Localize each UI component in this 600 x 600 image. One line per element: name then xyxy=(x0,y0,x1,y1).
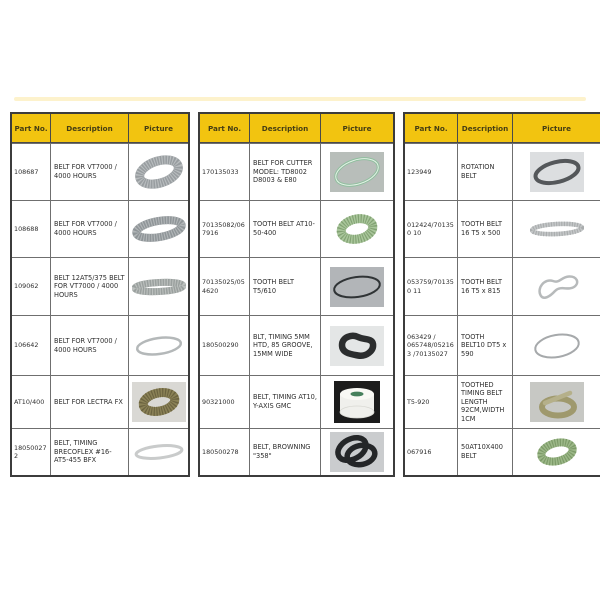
column-header-description: Description xyxy=(50,114,128,142)
column-header-part-no: Part No. xyxy=(12,114,50,142)
part-no-cell xyxy=(200,201,249,257)
part-no-cell xyxy=(405,144,457,200)
description-cell xyxy=(50,429,128,475)
belt-photo xyxy=(530,432,584,472)
table-row xyxy=(405,143,600,200)
table-header-row xyxy=(12,114,188,143)
table-row xyxy=(12,375,188,428)
table-header-row xyxy=(405,114,600,143)
description-cell xyxy=(50,201,128,257)
part-no-text: 90321000 xyxy=(202,397,235,406)
belt-photo xyxy=(132,209,186,249)
part-no-text: 170135033 xyxy=(202,167,239,176)
table-row xyxy=(200,200,393,257)
description-text: ROTATION BELT xyxy=(461,163,495,180)
picture-cell xyxy=(128,144,188,200)
picture-cell xyxy=(320,144,393,200)
column-header-description: Description xyxy=(457,114,512,142)
dark-rotation-belt-icon xyxy=(530,152,584,192)
table-row xyxy=(200,428,393,475)
part-no-cell xyxy=(405,429,457,475)
part-no-cell xyxy=(405,258,457,315)
table-row xyxy=(405,200,600,257)
picture-cell xyxy=(320,201,393,257)
picture-cell xyxy=(512,376,600,428)
description-cell xyxy=(249,258,320,315)
part-no-cell xyxy=(200,376,249,428)
description-cell xyxy=(457,316,512,375)
belt-photo xyxy=(132,326,186,366)
description-cell xyxy=(457,429,512,475)
description-text: BELT, TIMING AT10, Y-AXIS GMC xyxy=(253,393,317,410)
picture-cell xyxy=(320,258,393,315)
description-cell xyxy=(249,429,320,475)
table-row xyxy=(200,315,393,375)
belt-photo xyxy=(530,152,584,192)
black-twisted-belts-icon xyxy=(330,432,384,472)
picture-cell xyxy=(512,258,600,315)
picture-cell xyxy=(512,144,600,200)
belt-photo xyxy=(330,267,384,307)
part-no-text: 109062 xyxy=(14,282,39,291)
gray-curvy-belt-loop-icon xyxy=(530,267,584,307)
description-text: BELT FOR CUTTER MODEL: TD8002 D8003 & E80 xyxy=(253,159,313,185)
description-text: TOOTH BELT 16 T5 x 815 xyxy=(461,277,502,295)
description-text: BELT 12AT5/375 BELT FOR VT7000 / 4000 HOURS xyxy=(54,273,125,299)
belt-photo xyxy=(330,152,384,192)
belt-photo xyxy=(132,152,186,192)
picture-cell xyxy=(128,376,188,428)
column-header-picture: Picture xyxy=(512,114,600,142)
part-no-cell xyxy=(12,429,50,475)
table-row xyxy=(200,143,393,200)
part-no-cell xyxy=(200,258,249,315)
table-row xyxy=(12,315,188,375)
part-no-text: 180500278 xyxy=(202,447,239,456)
parts-table-2 xyxy=(198,112,395,477)
description-text: TOOTH BELT10 DT5 x 590 xyxy=(461,332,507,358)
part-no-text: 70135025/05 4620 xyxy=(202,278,245,295)
black-timing-belt-bean-icon xyxy=(330,326,384,366)
faint-top-band xyxy=(14,97,586,101)
picture-cell xyxy=(512,429,600,475)
parts-table-1 xyxy=(10,112,190,477)
description-text: 50AT10X400 BELT xyxy=(461,443,503,460)
parts-table-3 xyxy=(403,112,600,477)
part-no-text: 180500272 xyxy=(14,443,47,460)
description-cell xyxy=(457,144,512,200)
picture-cell xyxy=(128,429,188,475)
table-row xyxy=(405,428,600,475)
belt-photo xyxy=(330,326,384,366)
gray-ribbed-belt-angled-icon xyxy=(132,152,186,192)
part-no-cell xyxy=(12,258,50,315)
description-cell xyxy=(457,376,512,428)
description-text: BELT FOR VT7000 / 4000 HOURS xyxy=(54,220,117,237)
thin-gray-oval-belt-icon xyxy=(530,326,584,366)
part-no-cell xyxy=(405,316,457,375)
table-row xyxy=(405,375,600,428)
gray-ribbed-belt-low-angle-icon xyxy=(132,209,186,249)
part-no-cell xyxy=(12,144,50,200)
part-no-cell xyxy=(200,144,249,200)
column-header-part-no: Part No. xyxy=(200,114,249,142)
part-no-text: 123949 xyxy=(407,167,432,176)
part-no-text: AT10/400 xyxy=(14,397,45,406)
description-text: BELT, TIMING BRECOFLEX #16-AT5-455 BFX xyxy=(54,439,112,465)
table-row xyxy=(12,428,188,475)
part-no-cell xyxy=(200,316,249,375)
belt-photo xyxy=(530,326,584,366)
part-no-text: 70135082/06 7916 xyxy=(202,220,245,237)
table-row xyxy=(200,257,393,315)
description-cell xyxy=(457,201,512,257)
picture-cell xyxy=(320,376,393,428)
table-row xyxy=(12,257,188,315)
thin-gray-ring-belt-icon xyxy=(132,326,186,366)
picture-cell xyxy=(512,201,600,257)
olive-toothed-belt-icon xyxy=(132,382,186,422)
part-no-text: 108688 xyxy=(14,224,39,233)
part-no-cell xyxy=(12,376,50,428)
column-header-picture: Picture xyxy=(128,114,188,142)
description-text: BELT FOR VT7000 / 4000 HOURS xyxy=(54,336,117,354)
table-row xyxy=(405,315,600,375)
description-text: TOOTHED TIMING BELT LENGTH 92CM,WIDTH 1CM xyxy=(461,380,505,423)
part-no-text: 063429 / 065748/052163 /70135027 xyxy=(407,332,454,358)
description-text: TOOTH BELT T5/610 xyxy=(253,277,294,295)
description-cell xyxy=(249,316,320,375)
description-cell xyxy=(249,144,320,200)
description-cell xyxy=(249,376,320,428)
description-cell xyxy=(50,144,128,200)
belt-photo xyxy=(530,267,584,307)
table-row xyxy=(12,143,188,200)
table-header-row xyxy=(200,114,393,143)
picture-cell xyxy=(320,316,393,375)
part-no-text: T5-920 xyxy=(407,397,430,406)
description-text: BELT FOR VT7000 / 4000 HOURS xyxy=(54,163,117,180)
description-text: TOOTH BELT AT10-50-400 xyxy=(253,220,315,237)
green-toothed-ring-belt-icon xyxy=(530,432,584,472)
belt-photo xyxy=(530,209,584,249)
description-cell xyxy=(50,376,128,428)
part-no-cell xyxy=(405,376,457,428)
part-no-cell xyxy=(200,429,249,475)
part-no-cell xyxy=(12,316,50,375)
parts-tables-container xyxy=(10,112,600,477)
column-header-description: Description xyxy=(249,114,320,142)
part-no-text: 067916 xyxy=(407,447,432,456)
gray-ribbed-belt-side-icon xyxy=(132,267,186,307)
part-no-text: 180500290 xyxy=(202,341,239,350)
white-belt-roll-icon xyxy=(334,381,380,423)
column-header-picture: Picture xyxy=(320,114,393,142)
description-cell xyxy=(50,316,128,375)
part-no-cell xyxy=(405,201,457,257)
belt-photo xyxy=(330,432,384,472)
table-row xyxy=(405,257,600,315)
belt-photo xyxy=(334,381,380,423)
khaki-folded-timing-belt-icon xyxy=(530,382,584,422)
belt-photo xyxy=(132,267,186,307)
picture-cell xyxy=(128,258,188,315)
part-no-cell xyxy=(12,201,50,257)
picture-cell xyxy=(512,316,600,375)
part-no-text: 053759/701350 11 xyxy=(407,278,454,295)
light-gray-tooth-belt-side-icon xyxy=(530,209,584,249)
description-text: BELT, BROWNING "358" xyxy=(253,443,311,460)
description-cell xyxy=(457,258,512,315)
description-text: BLT, TIMING 5MM HTD, 85 GROOVE, 15MM WIDE xyxy=(253,332,313,358)
black-belt-photo-icon xyxy=(330,267,384,307)
table-row xyxy=(12,200,188,257)
description-cell xyxy=(50,258,128,315)
belt-photo xyxy=(132,382,186,422)
belt-photo xyxy=(330,209,384,249)
belt-photo xyxy=(530,382,584,422)
part-no-text: 106642 xyxy=(14,341,39,350)
part-no-text: 108687 xyxy=(14,167,39,176)
green-toothed-belt-icon xyxy=(330,209,384,249)
green-belt-photo-icon xyxy=(330,152,384,192)
picture-cell xyxy=(128,316,188,375)
description-cell xyxy=(249,201,320,257)
picture-cell xyxy=(128,201,188,257)
thin-white-belt-loop-icon xyxy=(132,432,186,472)
belt-photo xyxy=(132,432,186,472)
column-header-part-no: Part No. xyxy=(405,114,457,142)
description-text: TOOTH BELT 16 T5 x 500 xyxy=(461,220,502,237)
picture-cell xyxy=(320,429,393,475)
description-text: BELT FOR LECTRA FX xyxy=(54,397,123,406)
part-no-text: 012424/701350 10 xyxy=(407,220,454,237)
table-row xyxy=(200,375,393,428)
